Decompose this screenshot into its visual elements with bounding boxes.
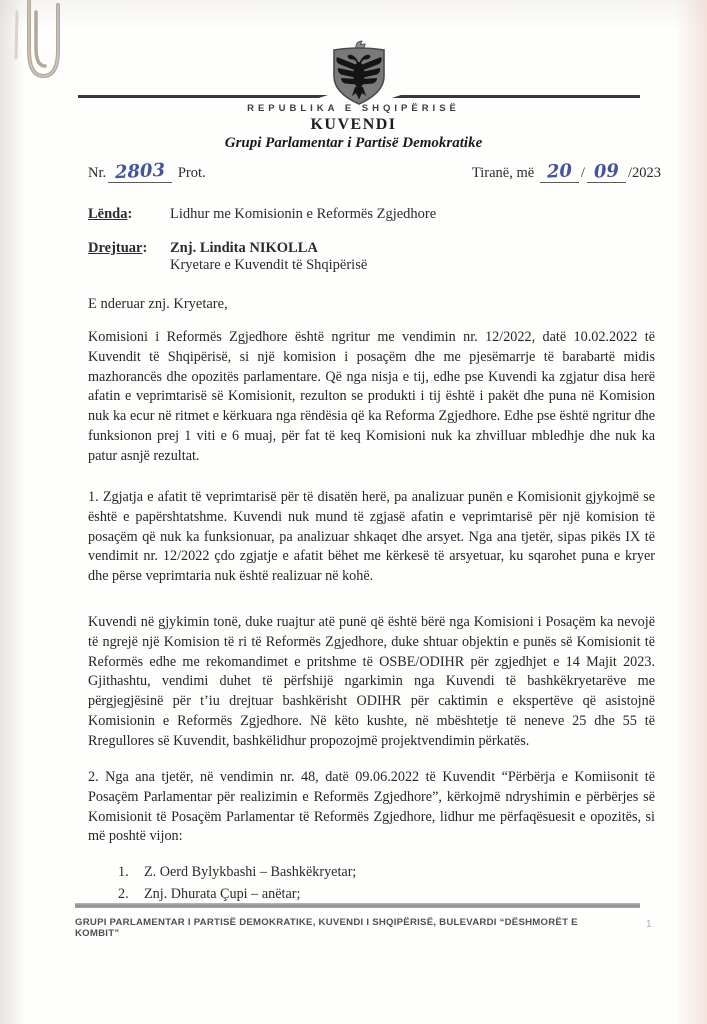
protocol-date bbox=[471, 160, 661, 183]
date-separator: / bbox=[580, 165, 585, 181]
member-list bbox=[118, 862, 356, 905]
date-year: /2023 bbox=[627, 165, 661, 181]
subject-row bbox=[88, 206, 661, 223]
footer-text: GRUPI PARLAMENTAR I PARTISË DEMOKRATIKE, KUVENDI I SHQIPËRISË, BULEVARDI “DËSHMORËT E KOMBIT” bbox=[75, 917, 578, 939]
body-paragraph-point-2: 2. Nga ana tjetër, në vendimin nr. 48, datë 09.06.2022 të Kuvendit “Përbërja e Komiisonit të Posaçëm Parlamentar për realizimin e Reformës Zgjedhore”, kërkojmë ndryshimin e përbërjes së Komisionit të Posaçëm Parlamentar të Reformës Zgjedhore, lidhur me përfaqësuesit e opozitës, si më poshtë vijon: bbox=[88, 769, 655, 845]
list-item-text: Znj. Dhurata Çupi – anëtar; bbox=[144, 885, 301, 902]
footer-rule bbox=[75, 903, 640, 908]
addressee-row bbox=[88, 240, 661, 274]
albania-eagle-emblem-icon bbox=[330, 40, 388, 108]
body-paragraph-intro: Komisioni i Reformës Zgjedhore është ngritur me vendimin nr. 12/2022, datë 10.02.2022 të Kuvendit të Shqipërisë, si një komision i posaçëm dhe me pjesëmarrje të barabartë midis mazhorancës dhe opozitës parlamentare. Që nga nisja e tij, edhe pse Kuvendi ka zgjatur disa herë afatin e veprimtarisë së Komisionit, rezulton se produkti i tij është i pakët dhe puna në Komision nuk ka ecur në ritmet e kërkuara nga rëndësia që ka Reforma Zgjedhore. Edhe pse është ngritur dhe funksionon prej 1 viti e 6 muaj, për fat të keq Komisioni nuk ka zhvilluar mbledhje dhe nuk ka patur asnjë rezultat. bbox=[88, 329, 655, 464]
list-item bbox=[118, 862, 356, 884]
addressee-name: Znj. Lindita NIKOLLA bbox=[170, 240, 318, 256]
body-paragraph-proposal: Kuvendi në gjykimin tonë, duke ruajtur atë punë që është bërë nga Komisioni i Posaçëm ka nevojë të ngrejë një Komision të ri të Reformës Zgjedhore, duke shtuar objektin e punës së Komisionit të Reformës edhe me rekomandimet e pritshme të OSBE/ODIHR për zgjedhjet e 14 Majit 2023. Gjithashtu, vendimi duhet të përfshijë ngarkimin nga Kuvendi të bashkëkryetarëve me përgjegjësinë për t’iu drejtuar bashkërisht ODIHR për caktimin e ekspertëve që asistojnë Komisionin e Reformës Zgjedhore. Në këto kushte, në mbështetje të neneve 25 dhe 55 të Rregullores së Kuvendit, bashkëlidhur propozojmë projektvendimin përkatës. bbox=[88, 614, 655, 749]
body-paragraph-point-1: 1. Zgjatja e afatit të veprimtarisë për të disatën herë, pa analizuar punën e Komisionit gjykojmë se është e papërshtatshme. Kuvendi nuk mund të zgjasë afatin e veprimtarisë për një komision të posaçëm që nuk ka funksionuar, pa analizuar shkaqet dhe arsyet. Nga ana tjetër, sipas pikës IX të vendimit nr. 12/2022 çdo zgjatje e afatit bëhet me kërkesë të arsyetuar, ku sqarohet puna e kryer dhe përse veprimtaria nuk është realizuar në kohë. bbox=[88, 489, 655, 585]
parliamentary-group-title: Grupi Parlamentar i Partisë Demokratike bbox=[224, 135, 483, 151]
addressee-title: Kryetare e Kuvendit të Shqipërisë bbox=[170, 257, 368, 273]
subject-label: Lënda: bbox=[88, 206, 133, 222]
republic-title: REPUBLIKA E SHQIPËRISË bbox=[247, 103, 460, 114]
date-city-label: Tiranë, më bbox=[471, 165, 535, 181]
paperclip-icon bbox=[0, 0, 80, 88]
addressee-value bbox=[170, 240, 367, 274]
date-day-handwritten: 20 bbox=[546, 160, 573, 183]
protocol-row bbox=[88, 159, 661, 184]
protocol-number-handwritten: 2803 bbox=[114, 159, 166, 184]
list-item-number: 2. bbox=[118, 885, 129, 902]
list-item-text: Z. Oerd Bylykbashi – Bashkëkryetar; bbox=[144, 864, 357, 880]
header-rule-left bbox=[78, 95, 328, 98]
protocol-number bbox=[88, 159, 206, 184]
institution-title: KUVENDI bbox=[310, 116, 397, 133]
protocol-prot-label: Prot. bbox=[177, 165, 206, 181]
list-item bbox=[118, 884, 356, 906]
header-rule-right bbox=[391, 95, 640, 98]
page-number: 1 bbox=[646, 919, 652, 930]
date-month-handwritten: 09 bbox=[593, 160, 620, 183]
salutation: E nderuar znj. Kryetare, bbox=[88, 296, 228, 312]
subject-value: Lidhur me Komisionin e Reformës Zgjedhore bbox=[170, 206, 437, 222]
list-item-number: 1. bbox=[118, 864, 129, 880]
protocol-nr-label: Nr. bbox=[88, 165, 107, 181]
addressee-label: Drejtuar: bbox=[88, 240, 148, 256]
